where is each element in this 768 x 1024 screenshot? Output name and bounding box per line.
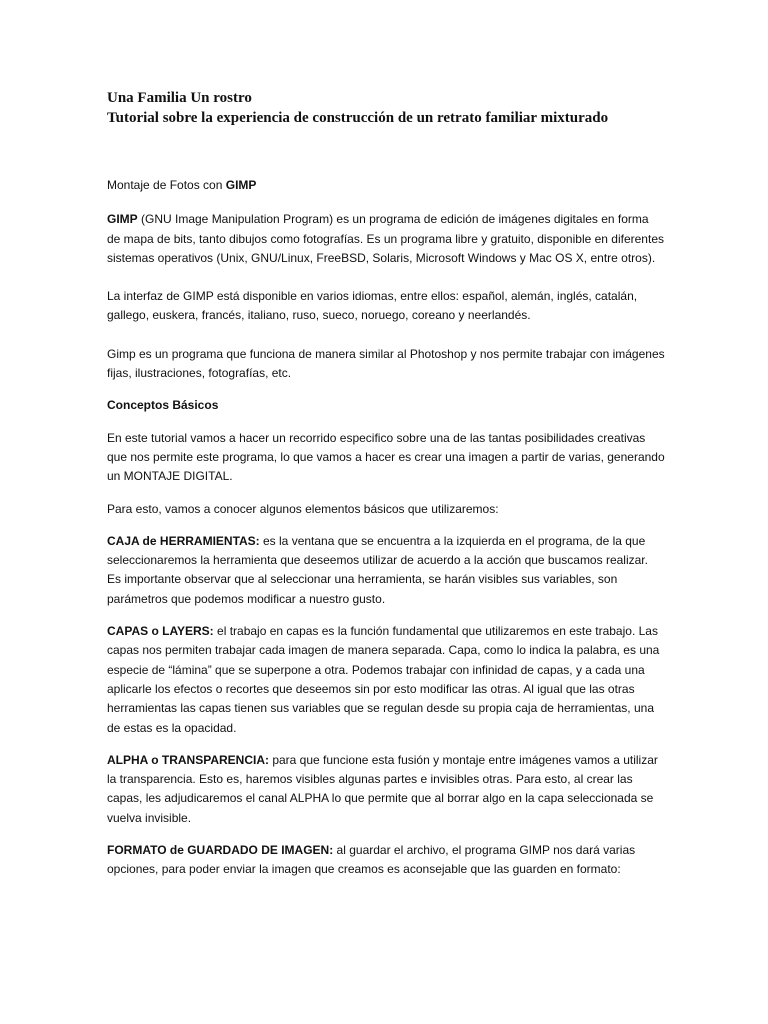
document-subtitle: Tutorial sobre la experiencia de construcción de un retrato familiar mixturado: [107, 110, 609, 126]
paragraph-text: para que funcione esta fusión y montaje entre imágenes vamos a utilizar la transparencia. Esto es, haremos visibles algunas partes e invisibles otras. Para esto, al crear las capas, les adjudicaremos el canal ALPHA lo que permite que al borrar algo en la capa seleccionada se vuelva invisible.: [107, 752, 658, 825]
paragraph-text: es la ventana que se encuentra a la izquierda en el programa, de la que seleccionaremos la herramienta que deseemos utilizar de acuerdo a la acción que buscamos realizar. Es importante observar que al seleccionar una herramienta, se harán visibles sus variables, son parámetros que podemos modificar a nuestro gusto.: [107, 533, 648, 606]
paragraph-text: Para esto, vamos a conocer algunos elementos básicos que utilizaremos:: [107, 501, 499, 516]
paragraph-toolbox: [107, 532, 665, 609]
paragraph-elements-intro: [107, 500, 665, 519]
paragraph-text: (GNU Image Manipulation Program) es un programa de edición de imágenes digitales en forma de mapa de bits, tanto dibujos como fotografías. Es un programa libre y gratuito, disponible en diferentes sistemas operativos (Unix, GNU/Linux, FreeBSD, Solaris, Microsoft Windows y Mac OS X, entre otros).: [107, 212, 664, 265]
paragraph-layers: [107, 622, 665, 738]
paragraph-photoshop: [107, 345, 665, 384]
paragraph-text: La interfaz de GIMP está disponible en varios idiomas, entre ellos: español, alemán, inglés, catalán, gallego, euskera, francés, italiano, ruso, sueco, noruego, coreano y neerlandés.: [107, 289, 638, 323]
paragraph-save-format: [107, 841, 665, 880]
paragraph-text: En este tutorial vamos a hacer un recorrido especifico sobre una de las tantas posibilidades creativas que nos permite este programa, lo que vamos a hacer es crear una imagen a partir de varias, generando un MONTAJE DIGITAL.: [107, 430, 665, 484]
section-heading-text: Montaje de Fotos con: [107, 178, 226, 192]
heading-basic-concepts: [107, 396, 665, 415]
paragraph-interface: [107, 287, 665, 326]
paragraph-alpha: [107, 751, 665, 828]
document-title: Una Familia Un rostro: [107, 90, 252, 106]
section-heading-bold: GIMP: [225, 178, 257, 192]
paragraph-tutorial: [107, 429, 665, 487]
paragraph-text: el trabajo en capas es la función fundamental que utilizaremos en este trabajo. Las capas nos permiten trabajar cada imagen de manera separada. Capa, como lo indica la palabra, es una especie de “lámina” que se superpone a otra. Podemos trabajar con infinidad de capas, y a cada una aplicarle los efectos o recortes que deseemos sin por esto modificar las otras. Al igual que las otras herramientas las capas tienen sus variables que se regulan desde su propia caja de herramientas, una de estas es la opacidad.: [107, 624, 660, 735]
document-page: [107, 88, 665, 880]
paragraph-lead: CAPAS o LAYERS:: [107, 624, 214, 639]
paragraph-lead: FORMATO de GUARDADO DE IMAGEN:: [107, 843, 334, 858]
paragraph-text: Gimp es un programa que funciona de manera similar al Photoshop y nos permite trabajar con imágenes fijas, ilustraciones, fotografías, etc.: [107, 346, 665, 381]
heading-text: Conceptos Básicos: [107, 398, 219, 413]
paragraph-lead: GIMP: [107, 212, 138, 227]
paragraph-gimp-intro: [107, 210, 665, 268]
paragraph-text: al guardar el archivo, el programa GIMP nos dará varias opciones, para poder enviar la imagen que creamos es aconsejable que las guarden en formato:: [107, 843, 636, 877]
paragraph-lead: CAJA de HERRAMIENTAS:: [107, 533, 260, 548]
paragraph-lead: ALPHA o TRANSPARENCIA:: [107, 752, 269, 767]
section-heading: [107, 176, 665, 195]
